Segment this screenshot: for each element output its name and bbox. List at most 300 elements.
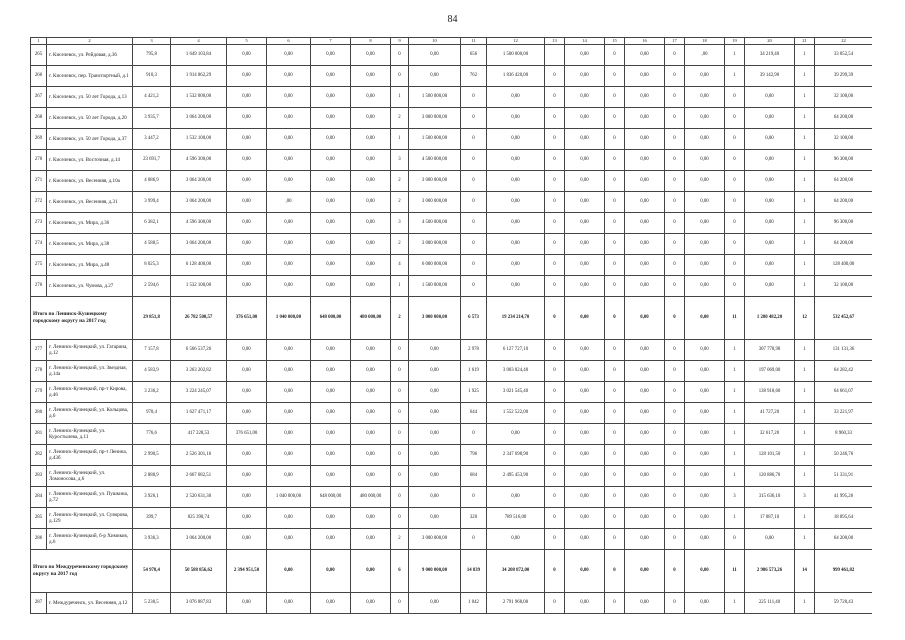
value-cell: 0,00 — [351, 593, 391, 614]
address-cell: г. Киселевск, ул. Мира, д.48 — [47, 255, 133, 276]
value-cell: 0 — [391, 424, 409, 445]
value-cell: 32 617,20 — [745, 424, 795, 445]
value-cell: 3 000 000,00 — [409, 108, 461, 129]
value-cell: 0 — [391, 361, 409, 382]
value-cell: 1 552 522,00 — [487, 403, 545, 424]
value-cell: 0 — [665, 445, 685, 466]
value-cell: 0,00 — [311, 213, 351, 234]
value-cell: 0,00 — [625, 255, 665, 276]
value-cell: 0,00 — [267, 234, 311, 255]
value-cell: 1 500 000,00 — [409, 87, 461, 108]
value-cell: 9 000 000,00 — [409, 550, 461, 593]
value-cell: 0,00 — [351, 382, 391, 403]
value-cell: 0 — [665, 234, 685, 255]
value-cell: 0,00 — [409, 66, 461, 87]
row-number-cell: 280 — [31, 403, 47, 424]
value-cell: 0,00 — [409, 487, 461, 508]
value-cell: 0,00 — [267, 45, 311, 66]
value-cell: 0 — [665, 87, 685, 108]
value-cell: 3 236,2 — [133, 382, 171, 403]
column-number-cell: 4 — [171, 38, 227, 45]
value-cell: 2 — [391, 171, 409, 192]
value-cell: 644 — [461, 403, 487, 424]
value-cell: 320 — [461, 508, 487, 529]
page-number: 84 — [447, 14, 458, 25]
address-cell: г. Ленинск-Кузнецкий, ул. Ломоносова, д.6 — [47, 466, 133, 487]
value-cell: 0 — [461, 424, 487, 445]
value-cell: 0 — [665, 66, 685, 87]
value-cell: 0,00 — [227, 487, 267, 508]
address-cell: г. Киселевск, ул. 50 лет Города, д.20 — [47, 108, 133, 129]
table-row — [31, 150, 873, 171]
table-row — [31, 276, 873, 297]
column-number-cell: 20 — [745, 38, 795, 45]
value-cell: 0,00 — [409, 361, 461, 382]
value-cell: 0,00 — [625, 297, 665, 340]
value-cell: 2 978 — [461, 340, 487, 361]
value-cell: 0 — [605, 593, 625, 614]
value-cell: 33 221,97 — [815, 403, 873, 424]
value-cell: 1 — [795, 108, 815, 129]
value-cell: 0,00 — [745, 129, 795, 150]
value-cell: 1 — [795, 382, 815, 403]
value-cell: 96 300,00 — [815, 213, 873, 234]
value-cell: 0,00 — [487, 171, 545, 192]
value-cell: 0,00 — [745, 192, 795, 213]
value-cell: 0,00 — [267, 150, 311, 171]
value-cell: 0,00 — [685, 87, 725, 108]
row-number-cell: 286 — [31, 529, 47, 550]
value-cell: 0,00 — [227, 445, 267, 466]
value-cell: 1 — [795, 529, 815, 550]
value-cell: 1 042 — [461, 593, 487, 614]
value-cell: 0,00 — [351, 45, 391, 66]
value-cell: 0 — [545, 593, 565, 614]
value-cell: 0 — [665, 466, 685, 487]
table-row — [31, 424, 873, 445]
value-cell: 0,00 — [351, 171, 391, 192]
value-cell: 1 — [725, 593, 745, 614]
value-cell: 128 400,00 — [815, 255, 873, 276]
value-cell: 0,00 — [409, 403, 461, 424]
value-cell: 1 — [725, 466, 745, 487]
value-cell: 11 — [725, 550, 745, 593]
value-cell: 64 200,00 — [815, 192, 873, 213]
value-cell: 0,00 — [685, 213, 725, 234]
value-cell: 1 — [725, 403, 745, 424]
value-cell: 0,00 — [409, 382, 461, 403]
value-cell: 2 990,5 — [133, 445, 171, 466]
value-cell: 0,00 — [351, 361, 391, 382]
value-cell: 0,00 — [227, 508, 267, 529]
value-cell: 120 886,70 — [745, 466, 795, 487]
value-cell: 0 — [605, 466, 625, 487]
value-cell: 3 999,4 — [133, 192, 171, 213]
value-cell: 1 — [795, 276, 815, 297]
value-cell: 0 — [725, 213, 745, 234]
value-cell: 0 — [391, 382, 409, 403]
column-number-cell: 8 — [351, 38, 391, 45]
value-cell: 39 142,90 — [745, 66, 795, 87]
value-cell: 0,00 — [267, 66, 311, 87]
table-row — [31, 403, 873, 424]
value-cell: 0,00 — [227, 108, 267, 129]
value-cell: 0 — [461, 150, 487, 171]
row-number-cell: 283 — [31, 466, 47, 487]
address-cell: г. Киселевск, ул. Мира, д.38 — [47, 234, 133, 255]
value-cell: 1 — [725, 340, 745, 361]
value-cell: 0,00 — [685, 108, 725, 129]
value-cell: 0 — [391, 66, 409, 87]
value-cell: 0,00 — [311, 382, 351, 403]
value-cell: 0 — [665, 192, 685, 213]
value-cell: 0,00 — [311, 171, 351, 192]
address-cell: г. Ленинск-Кузнецкий, ул. Суворова, д.129 — [47, 508, 133, 529]
value-cell: 64 200,00 — [815, 171, 873, 192]
value-cell: 0,00 — [227, 466, 267, 487]
value-cell: 0,00 — [487, 276, 545, 297]
value-cell: 0 — [461, 171, 487, 192]
value-cell: 1 — [795, 192, 815, 213]
value-cell: 0,00 — [565, 361, 605, 382]
value-cell: 39 299,39 — [815, 66, 873, 87]
value-cell: 0 — [605, 150, 625, 171]
value-cell: 0,00 — [409, 593, 461, 614]
value-cell: 0,00 — [625, 593, 665, 614]
address-cell: г. Ленинск-Кузнецкий, ул. Гагарина, д.12 — [47, 340, 133, 361]
value-cell: 0,00 — [351, 550, 391, 593]
value-cell: 0,00 — [227, 213, 267, 234]
value-cell: 131 131,36 — [815, 340, 873, 361]
row-number-cell: 287 — [31, 593, 47, 614]
value-cell: 0 — [605, 529, 625, 550]
value-cell: 1 — [725, 45, 745, 66]
value-cell: 0,00 — [685, 424, 725, 445]
row-number-cell: 271 — [31, 171, 47, 192]
value-cell: 0,00 — [267, 508, 311, 529]
value-cell: 64 200,00 — [815, 234, 873, 255]
value-cell: 0 — [605, 508, 625, 529]
value-cell: 0 — [545, 508, 565, 529]
value-cell: 417 228,53 — [171, 424, 227, 445]
value-cell: 0,00 — [311, 361, 351, 382]
value-cell: 0,00 — [311, 276, 351, 297]
value-cell: 0,00 — [565, 129, 605, 150]
value-cell: 1 — [795, 424, 815, 445]
value-cell: 5 230,5 — [133, 593, 171, 614]
row-number-cell: 274 — [31, 234, 47, 255]
value-cell: 1 — [795, 445, 815, 466]
value-cell: 1 619 — [461, 361, 487, 382]
value-cell: 0,00 — [565, 529, 605, 550]
value-cell: 0 — [545, 297, 565, 340]
value-cell: 0 — [545, 466, 565, 487]
value-cell: 0 — [391, 466, 409, 487]
value-cell: 0 — [725, 529, 745, 550]
value-cell: 0,00 — [351, 213, 391, 234]
table-row — [31, 487, 873, 508]
value-cell: 0 — [605, 171, 625, 192]
value-cell: 23 691,7 — [133, 150, 171, 171]
value-cell: 3 935,7 — [133, 108, 171, 129]
value-cell: 0,00 — [745, 276, 795, 297]
column-number-cell: 3 — [133, 38, 171, 45]
value-cell: 3 447,2 — [133, 129, 171, 150]
value-cell: 0 — [545, 550, 565, 593]
value-cell: 2 986 573,26 — [745, 550, 795, 593]
value-cell: 1 914 862,29 — [171, 66, 227, 87]
value-cell: 0,00 — [625, 213, 665, 234]
value-cell: 26 782 500,57 — [171, 297, 227, 340]
value-cell: 50 246,76 — [815, 445, 873, 466]
value-cell: 0 — [665, 108, 685, 129]
value-cell: 0,00 — [351, 87, 391, 108]
value-cell: 0,00 — [267, 529, 311, 550]
column-number-cell: 2 — [47, 38, 133, 45]
value-cell: 4 583,9 — [133, 361, 171, 382]
value-cell: 0,00 — [685, 276, 725, 297]
value-cell: 0 — [605, 487, 625, 508]
value-cell: 0,00 — [685, 466, 725, 487]
value-cell: 656 — [461, 45, 487, 66]
value-cell: 0,00 — [227, 255, 267, 276]
value-cell: 0,00 — [685, 150, 725, 171]
value-cell: 2 — [391, 529, 409, 550]
value-cell: 41 727,20 — [745, 403, 795, 424]
table-row — [31, 234, 873, 255]
value-cell: 0 — [605, 297, 625, 340]
value-cell: 0,00 — [487, 192, 545, 213]
value-cell: 0 — [605, 255, 625, 276]
value-cell: 3 — [725, 487, 745, 508]
value-cell: 0 — [545, 529, 565, 550]
value-cell: 0,00 — [227, 234, 267, 255]
value-cell: 0,00 — [685, 445, 725, 466]
value-cell: 1 — [725, 508, 745, 529]
value-cell: 825 390,74 — [171, 508, 227, 529]
value-cell: 0,00 — [685, 361, 725, 382]
value-cell: 2 — [391, 297, 409, 340]
value-cell: 0,00 — [745, 108, 795, 129]
value-cell: 0 — [665, 340, 685, 361]
row-number-cell: 266 — [31, 66, 47, 87]
address-cell: г. Ленинск-Кузнецкий, ул. Пушкина, д.72 — [47, 487, 133, 508]
value-cell: 0 — [665, 487, 685, 508]
value-cell: 0,00 — [565, 171, 605, 192]
value-cell: 64 200,00 — [815, 529, 873, 550]
value-cell: 0 — [665, 45, 685, 66]
value-cell: 0,00 — [311, 508, 351, 529]
total-label: Итого по Междуреченскому городскому округу на 2017 год — [31, 550, 133, 593]
address-cell: г. Киселевск, ул. Весенняя, д.31 — [47, 192, 133, 213]
column-number-cell: 5 — [227, 38, 267, 45]
value-cell: 3 — [391, 150, 409, 171]
value-cell: 0,00 — [625, 361, 665, 382]
value-cell: 532 452,67 — [815, 297, 873, 340]
value-cell: 0,00 — [685, 487, 725, 508]
row-number-cell: 281 — [31, 424, 47, 445]
value-cell: 128 101,50 — [745, 445, 795, 466]
value-cell: 4 — [391, 255, 409, 276]
value-cell: 3 003 824,40 — [487, 361, 545, 382]
value-cell: 0 — [725, 150, 745, 171]
value-cell: 1 — [795, 508, 815, 529]
value-cell: 0,00 — [351, 108, 391, 129]
value-cell: 0,00 — [311, 550, 351, 593]
value-cell: 2 526 301,16 — [171, 445, 227, 466]
value-cell: 0 — [605, 87, 625, 108]
value-cell: 1 627 471,17 — [171, 403, 227, 424]
table-row — [31, 445, 873, 466]
column-number-cell: 6 — [267, 38, 311, 45]
value-cell: 0,00 — [487, 487, 545, 508]
value-cell: 0,00 — [311, 255, 351, 276]
value-cell: 648 000,00 — [311, 487, 351, 508]
value-cell: 1 — [725, 66, 745, 87]
table-row — [31, 108, 873, 129]
address-cell: г. Ленинск-Кузнецкий, б-р Химиков, д.6 — [47, 529, 133, 550]
row-number-cell: 275 — [31, 255, 47, 276]
value-cell: 0,00 — [227, 276, 267, 297]
value-cell: 0 — [545, 150, 565, 171]
value-cell: 0,00 — [685, 529, 725, 550]
value-cell: 1 — [391, 276, 409, 297]
value-cell: 3 000 000,00 — [409, 297, 461, 340]
value-cell: 0 — [545, 171, 565, 192]
value-cell: 0 — [665, 403, 685, 424]
column-number-cell: 13 — [545, 38, 565, 45]
value-cell: 0,00 — [565, 466, 605, 487]
value-cell: 0,00 — [267, 171, 311, 192]
value-cell: 0,00 — [745, 234, 795, 255]
value-cell: 0,00 — [625, 45, 665, 66]
value-cell: 4 596 300,00 — [171, 150, 227, 171]
value-cell: 0,00 — [685, 66, 725, 87]
value-cell: 17 087,10 — [745, 508, 795, 529]
value-cell: 0,00 — [745, 150, 795, 171]
value-cell: 1 925 — [461, 382, 487, 403]
value-cell: 0 — [461, 108, 487, 129]
value-cell: 0,00 — [625, 424, 665, 445]
value-cell: 1 — [795, 150, 815, 171]
value-cell: 6 127 727,10 — [487, 340, 545, 361]
value-cell: 225 111,40 — [745, 593, 795, 614]
value-cell: 14 839 — [461, 550, 487, 593]
value-cell: 1 — [795, 403, 815, 424]
value-cell: 11 — [725, 297, 745, 340]
value-cell: 0 — [605, 424, 625, 445]
value-cell: 0,00 — [227, 66, 267, 87]
address-cell: г. Ленинск-Кузнецкий, пр-т Кирова, д.46 — [47, 382, 133, 403]
value-cell: 0 — [545, 276, 565, 297]
value-cell: 0,00 — [267, 445, 311, 466]
value-cell: 0,00 — [267, 550, 311, 593]
value-cell: 1 500 000,00 — [487, 45, 545, 66]
value-cell: 1 — [795, 87, 815, 108]
value-cell: 0,00 — [625, 87, 665, 108]
value-cell: 0 — [391, 403, 409, 424]
value-cell: 0 — [545, 255, 565, 276]
value-cell: 0,00 — [745, 255, 795, 276]
value-cell: 0,00 — [625, 276, 665, 297]
value-cell: 0 — [461, 529, 487, 550]
value-cell: 0,00 — [351, 403, 391, 424]
value-cell: 3 064 200,00 — [171, 529, 227, 550]
row-number-cell: 267 — [31, 87, 47, 108]
value-cell: 0,00 — [487, 255, 545, 276]
report-table — [30, 37, 872, 614]
value-cell: 0 — [545, 382, 565, 403]
value-cell: 1 — [725, 382, 745, 403]
value-cell: 0 — [605, 108, 625, 129]
value-cell: 34 208 872,00 — [487, 550, 545, 593]
value-cell: 0 — [391, 487, 409, 508]
value-cell: 6 573 — [461, 297, 487, 340]
value-cell: 0 — [725, 234, 745, 255]
value-cell: 2 — [391, 192, 409, 213]
table-row — [31, 129, 873, 150]
value-cell: 0,00 — [685, 192, 725, 213]
value-cell: 41 995,26 — [815, 487, 873, 508]
value-cell: 0 — [545, 487, 565, 508]
value-cell: 0 — [725, 276, 745, 297]
value-cell: 0 — [725, 171, 745, 192]
value-cell: 0 — [665, 424, 685, 445]
table-row — [31, 361, 873, 382]
address-cell: г. Киселевск, ул. 50 лет Города, д.13 — [47, 87, 133, 108]
table-row — [31, 192, 873, 213]
value-cell: 0,00 — [565, 487, 605, 508]
value-cell: 0,00 — [311, 66, 351, 87]
value-cell: 0,00 — [311, 108, 351, 129]
report-table-container — [30, 37, 872, 640]
value-cell: 0 — [725, 129, 745, 150]
value-cell: 0,00 — [685, 340, 725, 361]
value-cell: 648 000,00 — [311, 297, 351, 340]
value-cell: 1 532 100,00 — [171, 129, 227, 150]
value-cell: 0,00 — [227, 45, 267, 66]
value-cell: 8 025,3 — [133, 255, 171, 276]
value-cell: 0,00 — [311, 424, 351, 445]
value-cell: 0,00 — [267, 593, 311, 614]
value-cell: 0,00 — [565, 403, 605, 424]
value-cell: 8 960,33 — [815, 424, 873, 445]
value-cell: 4 421,2 — [133, 87, 171, 108]
value-cell: 64 282,42 — [815, 361, 873, 382]
value-cell: 3 926,1 — [133, 487, 171, 508]
value-cell: 0,00 — [565, 297, 605, 340]
value-cell: 1 — [795, 255, 815, 276]
address-cell: г. Ленинск-Кузнецкий, ул. Куростылева, д.11 — [47, 424, 133, 445]
value-cell: 0,00 — [267, 129, 311, 150]
value-cell: 0,00 — [565, 234, 605, 255]
address-cell: г. Ленинск-Кузнецкий, ул. Звездная, д.14а — [47, 361, 133, 382]
value-cell: 0,00 — [745, 213, 795, 234]
value-cell: 64 200,00 — [815, 108, 873, 129]
value-cell: 59 728,43 — [815, 593, 873, 614]
value-cell: 0 — [545, 192, 565, 213]
value-cell: 3 064 200,00 — [171, 108, 227, 129]
value-cell: 3 064 200,00 — [171, 171, 227, 192]
value-cell: 0,00 — [409, 445, 461, 466]
table-row — [31, 382, 873, 403]
value-cell: 0,00 — [351, 234, 391, 255]
value-cell: 0 — [391, 340, 409, 361]
value-cell: 0,00 — [685, 403, 725, 424]
value-cell: 0,00 — [227, 593, 267, 614]
table-row — [31, 213, 873, 234]
value-cell: 0,00 — [311, 234, 351, 255]
